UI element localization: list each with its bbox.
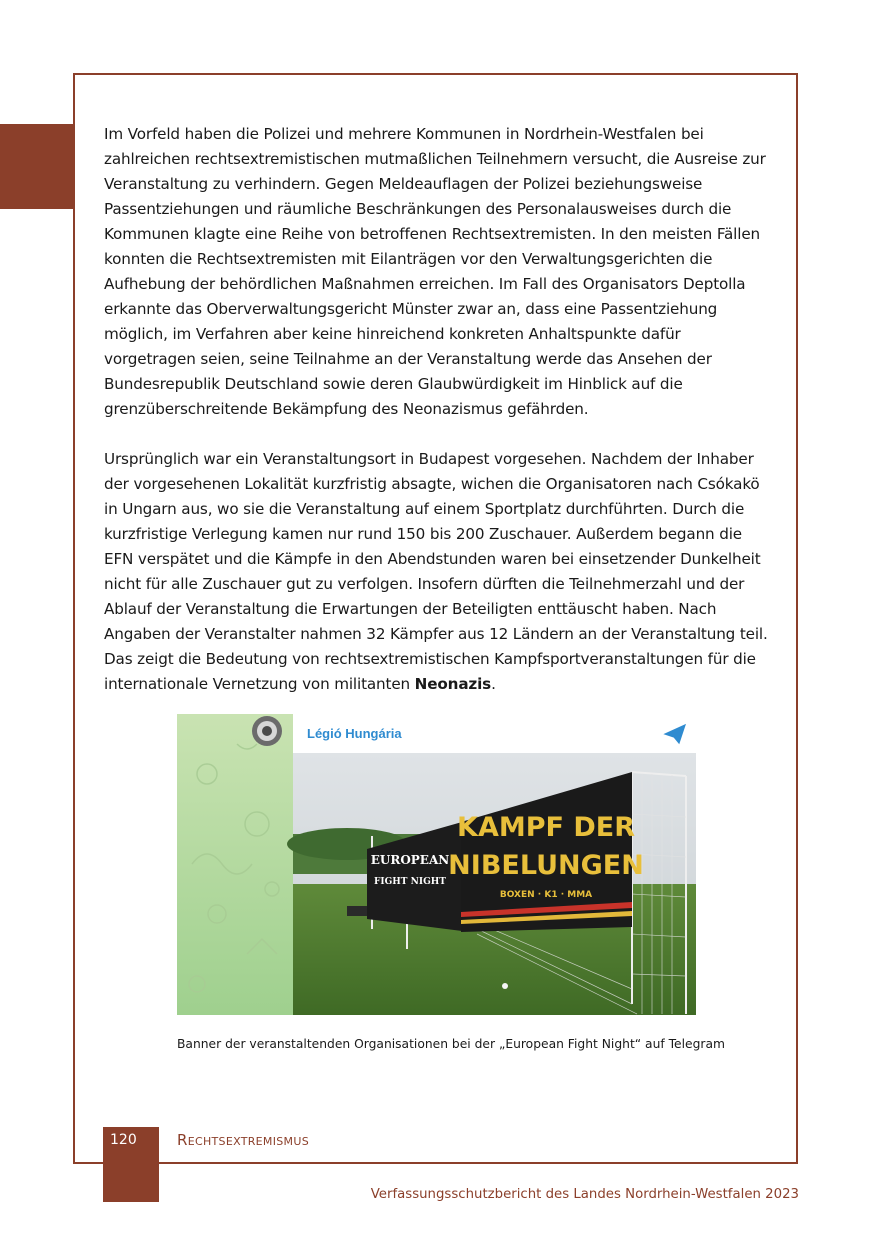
svg-text:KAMPF DER: KAMPF DER: [457, 812, 635, 843]
body-text: [104, 122, 772, 697]
channel-avatar: [252, 716, 282, 746]
telegram-screenshot-figure: [177, 714, 696, 1015]
paragraph-2-end: .: [491, 675, 496, 693]
svg-text:BOXEN · K1 · MMA: BOXEN · K1 · MMA: [499, 890, 593, 900]
paragraph-2-bold-term: Neonazis: [414, 675, 492, 693]
paragraph-2: [104, 447, 772, 697]
svg-text:EUROPEAN: EUROPEAN: [370, 853, 450, 867]
side-tab-marker: [0, 124, 75, 209]
chat-wallpaper: [177, 714, 293, 1015]
paragraph-2-text: Ursprünglich war ein Veranstaltungsort in Budapest vorgesehen. Nachdem der Inhaber der vorgesehenen Lokalität kurzfristig absagte, wichen die Organisatoren nach Csókakö in Ungarn aus, wo sie die Veranstaltung auf einem Sportplatz durchführten. Durch die kurzfristige Verlegung kamen nur rund 150 bis 200 Zuschauer. Außerdem begann die EFN verspätet und die Kämpfe in den Abendstunden waren bei einsetzender Dunkelheit nicht für alle Zuschauer gut zu verfolgen. Insofern dürften die Teilnehmerzahl und der Ablauf der Veranstaltung die Erwartungen der Beteiligten enttäuscht haben. Nach Angaben der Veranstalter nahmen 32 Kämpfer aus 12 Ländern an der Veranstaltung teil. Das zeigt die Bedeutung von rechtsextremistischen Kampfsportveranstaltungen für die internationale Vernetzung von militanten: [104, 450, 768, 693]
channel-name: Légió Hungária: [307, 726, 402, 741]
page-number: 120: [110, 1132, 137, 1148]
paragraph-1: Im Vorfeld haben die Polizei und mehrere Kommunen in Nordrhein-Westfalen bei zahlreichen rechtsextremistischen mutmaßlichen Teilnehmern versucht, die Ausreise zur Veranstaltung zu verhindern. Gegen Meldeauflagen der Polizei beziehungsweise Passentziehungen und räumliche Beschränkungen des Personalausweises durch die Kommunen klagte eine Reihe von betroffenen Rechtsextremisten. In den meisten Fällen konnten die Rechtsextremisten mit Eilanträgen vor den Verwaltungsgerichten die Aufhebung der behördlichen Maßnahmen erreichen. Im Fall des Organisators Deptolla erkannte das Oberverwaltungsgericht Münster zwar an, dass eine Passentziehung möglich, im Verfahren aber keine hinreichend konkreten Anhaltspunkte dafür vorgetragen seien, seine Teilnahme an der Veranstaltung werde das Ansehen der Bundesrepublik Deutschland sowie deren Glaubwürdigkeit im Hinblick auf die grenzüberschreitende Bekämpfung des Neonazismus gefährden.: [104, 125, 766, 418]
telegram-photo: [177, 714, 696, 1015]
footer-publication-title: Verfassungsschutzbericht des Landes Nordrhein-Westfalen 2023: [370, 1187, 799, 1202]
section-title: Rechtsextremismus: [177, 1131, 309, 1149]
svg-text:FIGHT NIGHT: FIGHT NIGHT: [374, 877, 446, 887]
svg-text:NIBELUNGEN: NIBELUNGEN: [448, 850, 644, 881]
figure-caption: Banner der veranstaltenden Organisationen bei der „European Fight Night“ auf Telegram: [177, 1037, 725, 1051]
